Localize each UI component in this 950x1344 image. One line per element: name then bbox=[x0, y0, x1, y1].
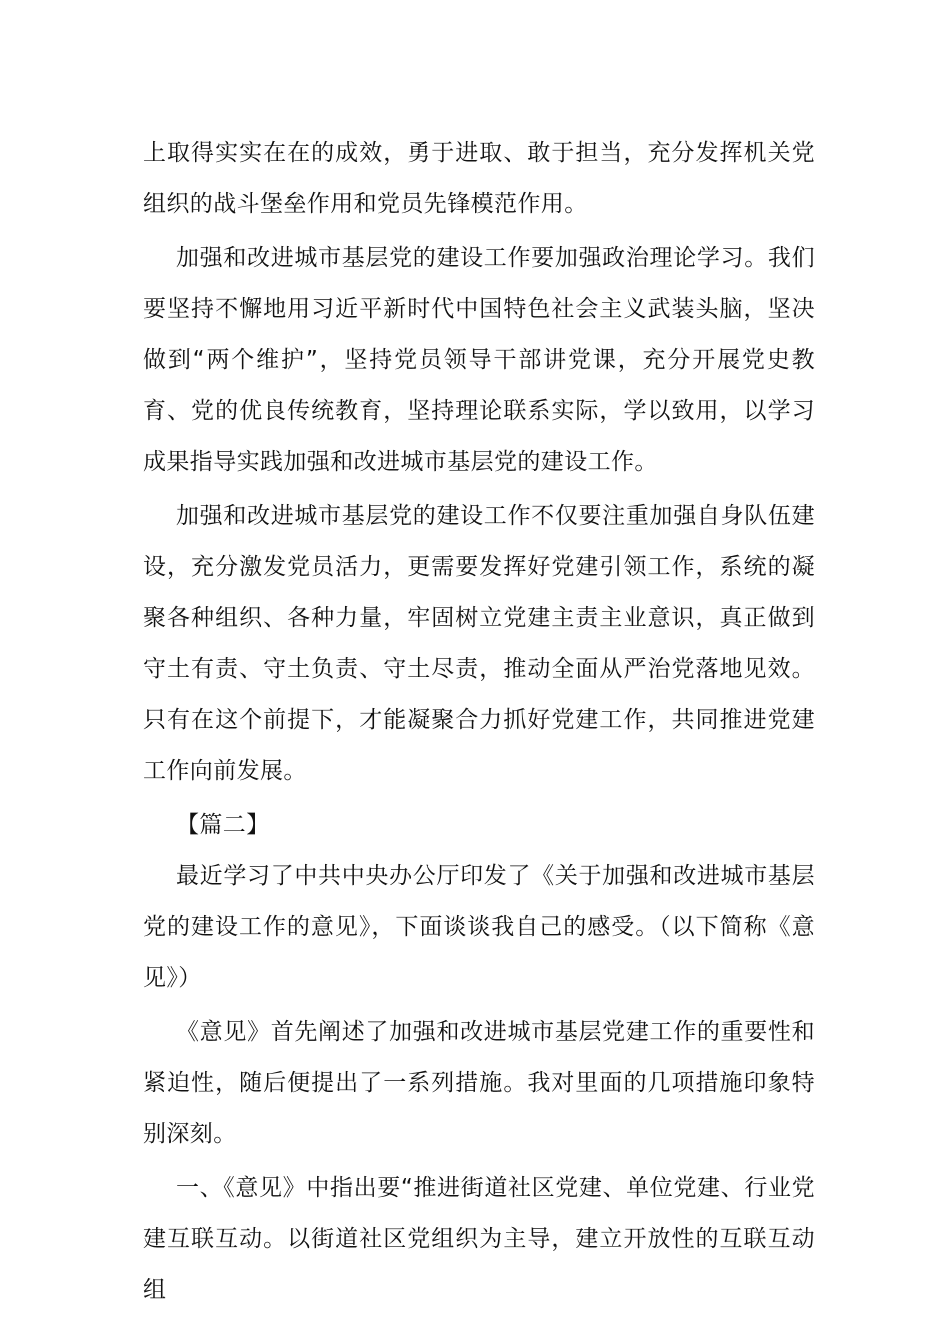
document-body bbox=[143, 128, 815, 1316]
paragraph-political-study: 加强和改进城市基层党的建设工作要加强政治理论学习。我们要坚持不懈地用习近平新时代中国特色社会主义武装头脑，坚决做到“两个维护”，坚持党员领导干部讲党课，充分开展党史教育、党的优良传统教育，坚持理论联系实际，学以致用，以学习成果指导实践加强和改进城市基层党的建设工作。 bbox=[143, 245, 815, 475]
paragraph-team-building: 加强和改进城市基层党的建设工作不仅要注重加强自身队伍建设，充分激发党员活力，更需要发挥好党建引领工作，系统的凝聚各种组织、各种力量，牢固树立党建主责主业意识，真正做到守土有责、守土负责、守土尽责，推动全面从严治党落地见效。只有在这个前提下，才能凝聚合力抓好党建工作，共同推进党建工作向前发展。 bbox=[143, 503, 815, 784]
paragraph-measure-one: 一、《意见》中指出要“推进街道社区党建、单位党建、行业党建互联互动。以街道社区党组织为主导，建立开放性的互联互动组 bbox=[143, 1175, 815, 1303]
paragraph-intro-opinion: 最近学习了中共中央办公厅印发了《关于加强和改进城市基层党的建设工作的意见》，下面谈谈我自己的感受。（以下简称《意见》） bbox=[143, 863, 815, 991]
paragraph-continuation: 上取得实实在在的成效，勇于进取、敢于担当，充分发挥机关党组织的战斗堡垒作用和党员先锋模范作用。 bbox=[143, 140, 815, 217]
paragraph-opinion-summary: 《意见》首先阐述了加强和改进城市基层党建工作的重要性和紧迫性，随后便提出了一系列措施。我对里面的几项措施印象特别深刻。 bbox=[143, 1019, 815, 1147]
section-heading: 【篇二】 bbox=[176, 812, 270, 838]
